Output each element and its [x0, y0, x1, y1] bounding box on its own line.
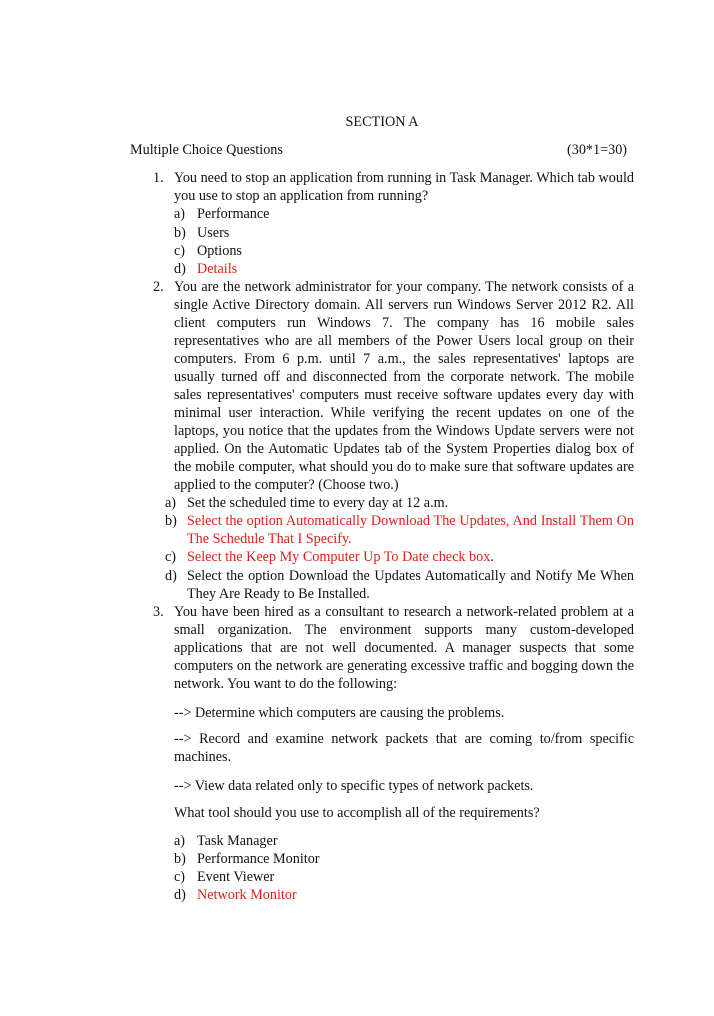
option-label: d) [174, 261, 186, 277]
option-label: a) [174, 206, 186, 222]
option-text: Select the option Download the Updates Automatically and Notify Me When They Are Ready to Be Installed. [187, 568, 634, 602]
option-text: Event Viewer [197, 869, 275, 885]
option-label: b) [174, 851, 186, 867]
option-label: d) [165, 568, 177, 584]
option-label: a) [165, 495, 177, 511]
option-text: Users [197, 225, 230, 241]
option-label: d) [174, 887, 186, 903]
requirement-2: --> Record and examine network packets that are coming to/from specific machines. [174, 731, 634, 765]
correct-answer-text: Select the option Automatically Download The Updates, And Install Them On The Schedule That I Specify. [187, 513, 634, 547]
option-label: c) [174, 869, 186, 885]
question-number: 1. [153, 170, 164, 186]
option-label: c) [174, 243, 186, 259]
question-text: You need to stop an application from running in Task Manager. Which tab would you use to stop an application from running? [174, 170, 634, 204]
option-text: Options [197, 243, 242, 259]
section-title: SECTION A [345, 114, 419, 130]
option-text: Task Manager [197, 833, 278, 849]
requirement-1: --> Determine which computers are causing the problems. [174, 705, 505, 721]
option-suffix: . [490, 549, 494, 565]
section-heading [130, 141, 630, 159]
option-label: a) [174, 833, 186, 849]
option-text: Performance [197, 206, 270, 222]
option-text: Performance Monitor [197, 851, 320, 867]
correct-answer-text: Network Monitor [197, 887, 297, 903]
question-prompt: What tool should you use to accomplish all of the requirements? [174, 805, 540, 821]
option-text: Set the scheduled time to every day at 12 a.m. [187, 495, 449, 511]
question-text: You have been hired as a consultant to research a network-related problem at a small organization. The environment supports many custom-developed applications that are not well documented. A manager suspects that some computers on the network are generating excessive traffic and bogging down the network. You want to do the following: [174, 604, 634, 692]
option-label: c) [165, 549, 177, 565]
heading-label: Multiple Choice Questions [130, 142, 283, 158]
requirement-3: --> View data related only to specific types of network packets. [174, 778, 534, 794]
option-label: b) [174, 225, 186, 241]
option-label: b) [165, 513, 177, 529]
correct-answer-text: Details [197, 261, 238, 277]
question-text: You are the network administrator for your company. The network consists of a single Active Directory domain. All servers run Windows Server 2012 R2. All client computers run Windows 7. The company has 16 mobile sales representatives who are all members of the Power Users local group on their computers. From 6 p.m. until 7 a.m., the sales representatives' laptops are usually turned off and disconnected from the corporate network. The mobile sales representatives' computers must receive software updates every day with minimal user interaction. While verifying the recent updates on one of the laptops, you notice that the updates from the Windows Update servers were not applied. On the Automatic Updates tab of the System Properties dialog box of the mobile computer, what should you do to make sure that software updates are applied to the computer? (Choose two.) [174, 279, 634, 493]
correct-answer-text: Select the Keep My Computer Up To Date check box [187, 549, 491, 565]
question-number: 2. [153, 279, 164, 295]
marks-label: (30*1=30) [567, 142, 628, 158]
question-number: 3. [153, 604, 164, 620]
